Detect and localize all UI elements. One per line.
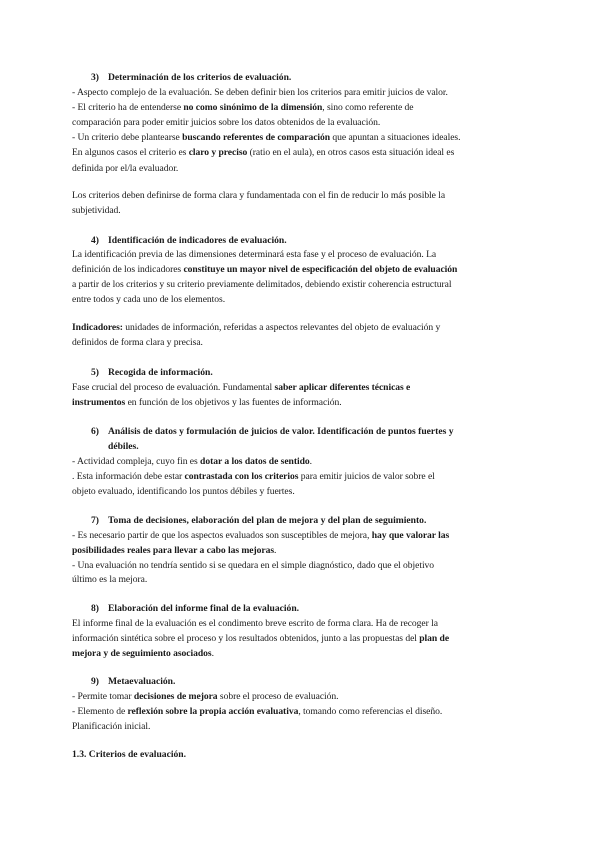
section-number: 8) [91, 603, 99, 614]
text-line: - Actividad compleja, cuyo fin es dotar a los datos de sentido. [72, 456, 312, 467]
text-line: - Elemento de reflexión sobre la propia acción evaluativa, tomando como referencias el diseño. [72, 706, 443, 717]
text-line: - Permite tomar decisiones de mejora sobre el proceso de evaluación. [72, 691, 339, 702]
text-line: objeto evaluado, identificando los puntos débiles y fuertes. [72, 486, 295, 497]
section-title: Toma de decisiones, elaboración del plan de mejora y del plan de seguimiento. [108, 515, 427, 526]
text-line: - Una evaluación no tendría sentido si se quedara en el simple diagnóstico, dado que el objetivo [72, 560, 435, 571]
text-line: El informe final de la evaluación es el condimento breve escrito de forma clara. Ha de recoger la [72, 618, 438, 629]
section-number: 5) [91, 367, 99, 378]
text-line: entre todos y cada uno de los elementos. [72, 294, 226, 305]
section-title: Determinación de los criterios de evaluación. [108, 72, 292, 83]
text-line: En algunos casos el criterio es claro y preciso (ratio en el aula), en otros casos esta situación ideal es [72, 147, 455, 158]
text-line: La identificación previa de las dimensiones determinará esta fase y el proceso de evaluación. La [72, 249, 437, 260]
text-line: - El criterio ha de entenderse no como sinónimo de la dimensión, sino como referente de [72, 102, 414, 113]
paragraph-line: Indicadores: unidades de información, referidas a aspectos relevantes del objeto de evaluación y [72, 322, 441, 333]
section-number: 6) [91, 426, 99, 437]
section-number: 4) [91, 235, 99, 246]
text-line: definida por el/la evaluador. [72, 163, 179, 174]
text-line: - Aspecto complejo de la evaluación. Se deben definir bien los criterios para emitir juicios de valor. [72, 87, 448, 98]
text-line: a partir de los criterios y su criterio previamente delimitados, debiendo existir coherencia estructural [72, 279, 452, 290]
paragraph-line: definidos de forma clara y precisa. [72, 337, 203, 348]
text-line: Planificación inicial. [72, 721, 151, 732]
section-title: Recogida de información. [108, 367, 213, 378]
text-line: posibilidades reales para llevar a cabo las mejoras. [72, 545, 277, 556]
text-line: . Esta información debe estar contrastada con los criterios para emitir juicios de valor sobre el [72, 471, 435, 482]
paragraph-line: Los criterios deben definirse de forma clara y fundamentada con el fin de reducir lo más posible la [72, 190, 446, 201]
text-line: Fase crucial del proceso de evaluación. Fundamental saber aplicar diferentes técnicas e [72, 382, 411, 393]
section-title: Análisis de datos y formulación de juicios de valor. Identificación de puntos fuertes y [108, 426, 454, 437]
section-title: Metaevaluación. [108, 676, 176, 687]
text-line: último es la mejora. [72, 574, 148, 585]
section-title: Elaboración del informe final de la evaluación. [108, 603, 300, 614]
section-title: Identificación de indicadores de evaluación. [108, 235, 287, 246]
section-title-continued: débiles. [108, 441, 139, 452]
section-number: 9) [91, 676, 99, 687]
text-line: - Es necesario partir de que los aspectos evaluados son susceptibles de mejora, hay que valorar las [72, 530, 450, 541]
section-number: 3) [91, 72, 99, 83]
text-line: instrumentos en función de los objetivos y las fuentes de información. [72, 397, 342, 408]
text-line: información sintética sobre el proceso y los resultados obtenidos, junto a las propuestas del plan de [72, 633, 450, 644]
text-line: definición de los indicadores constituye un mayor nivel de especificación del objeto de evaluación [72, 264, 458, 275]
text-line: - Un criterio debe plantearse buscando referentes de comparación que apuntan a situaciones ideales. [72, 132, 461, 143]
section-number: 7) [91, 515, 99, 526]
paragraph-line: subjetividad. [72, 205, 121, 216]
text-line: mejora y de seguimiento asociados. [72, 648, 214, 659]
subsection-heading: 1.3. Criterios de evaluación. [72, 749, 187, 760]
text-line: comparación para poder emitir juicios sobre los datos obtenidos de la evaluación. [72, 117, 381, 128]
